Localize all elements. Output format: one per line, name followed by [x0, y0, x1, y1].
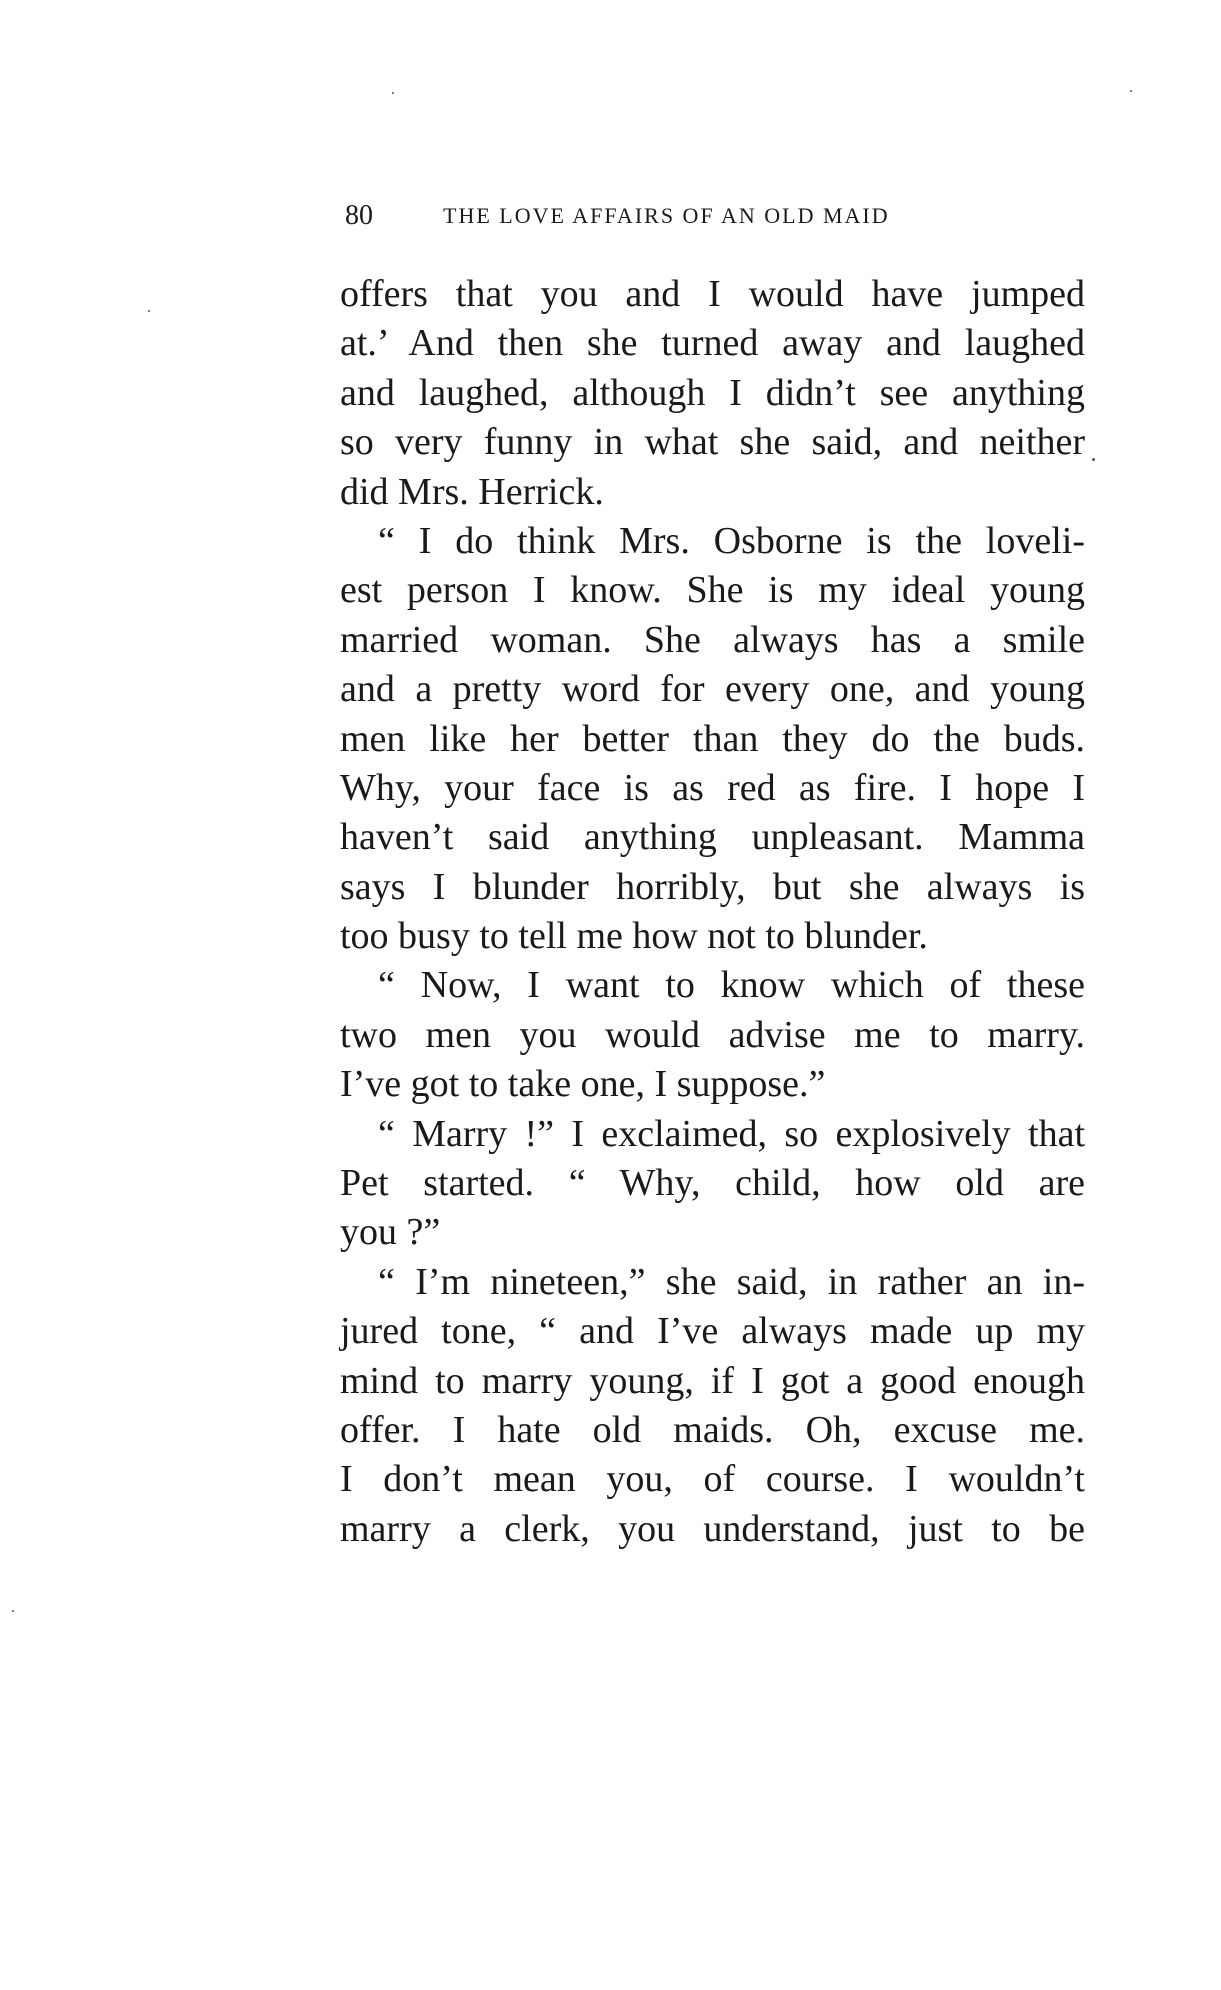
- text-line: Pet started. “ Why, child, how old are: [340, 1162, 1085, 1205]
- text-line: you ?”: [340, 1211, 441, 1254]
- paper-speck: [1092, 458, 1095, 461]
- paper-speck: [392, 92, 394, 94]
- paragraph-first-line: “ I do think Mrs. Osborne is the loveli-: [378, 519, 1085, 562]
- text-line: men like her better than they do the buds.: [340, 717, 1085, 760]
- text-line: Why, your face is as red as fire. I hope I: [340, 766, 1085, 809]
- running-title: THE LOVE AFFAIRS OF AN OLD MAID: [443, 203, 890, 228]
- paragraph-first-line: “ Marry !” I exclaimed, so explosively that: [378, 1112, 1085, 1155]
- text-line: did Mrs. Herrick.: [340, 470, 604, 513]
- text-line: I’ve got to take one, I suppose.”: [340, 1063, 826, 1106]
- text-line: so very funny in what she said, and neither: [340, 421, 1085, 464]
- paper-speck: [148, 310, 150, 312]
- text-line: est person I know. She is my ideal young: [340, 569, 1085, 612]
- body-text: [340, 270, 1085, 1554]
- text-line: offer. I hate old maids. Oh, excuse me.: [340, 1408, 1085, 1451]
- text-line: marry a clerk, you understand, just to be: [340, 1507, 1085, 1550]
- paragraph-first-line: “ I’m nineteen,” she said, in rather an in-: [378, 1260, 1085, 1303]
- text-line: haven’t said anything unpleasant. Mamma: [340, 816, 1085, 859]
- paper-speck: [12, 1610, 14, 1612]
- running-head: [345, 200, 1095, 240]
- text-line: mind to marry young, if I got a good enough: [340, 1359, 1085, 1402]
- page-number: 80: [345, 200, 373, 231]
- text-line: says I blunder horribly, but she always is: [340, 865, 1085, 908]
- text-line: too busy to tell me how not to blunder.: [340, 915, 928, 958]
- text-line: and a pretty word for every one, and young: [340, 668, 1085, 711]
- text-line: at.’ And then she turned away and laughed: [340, 322, 1085, 365]
- paragraph-first-line: “ Now, I want to know which of these: [378, 964, 1085, 1007]
- text-line: jured tone, “ and I’ve always made up my: [340, 1310, 1085, 1353]
- text-line: I don’t mean you, of course. I wouldn’t: [340, 1458, 1085, 1501]
- text-line: married woman. She always has a smile: [340, 618, 1085, 661]
- text-line: and laughed, although I didn’t see anything: [340, 371, 1085, 414]
- text-line: two men you would advise me to marry.: [340, 1013, 1085, 1056]
- text-line: offers that you and I would have jumped: [340, 273, 1085, 315]
- paper-speck: [1130, 90, 1132, 92]
